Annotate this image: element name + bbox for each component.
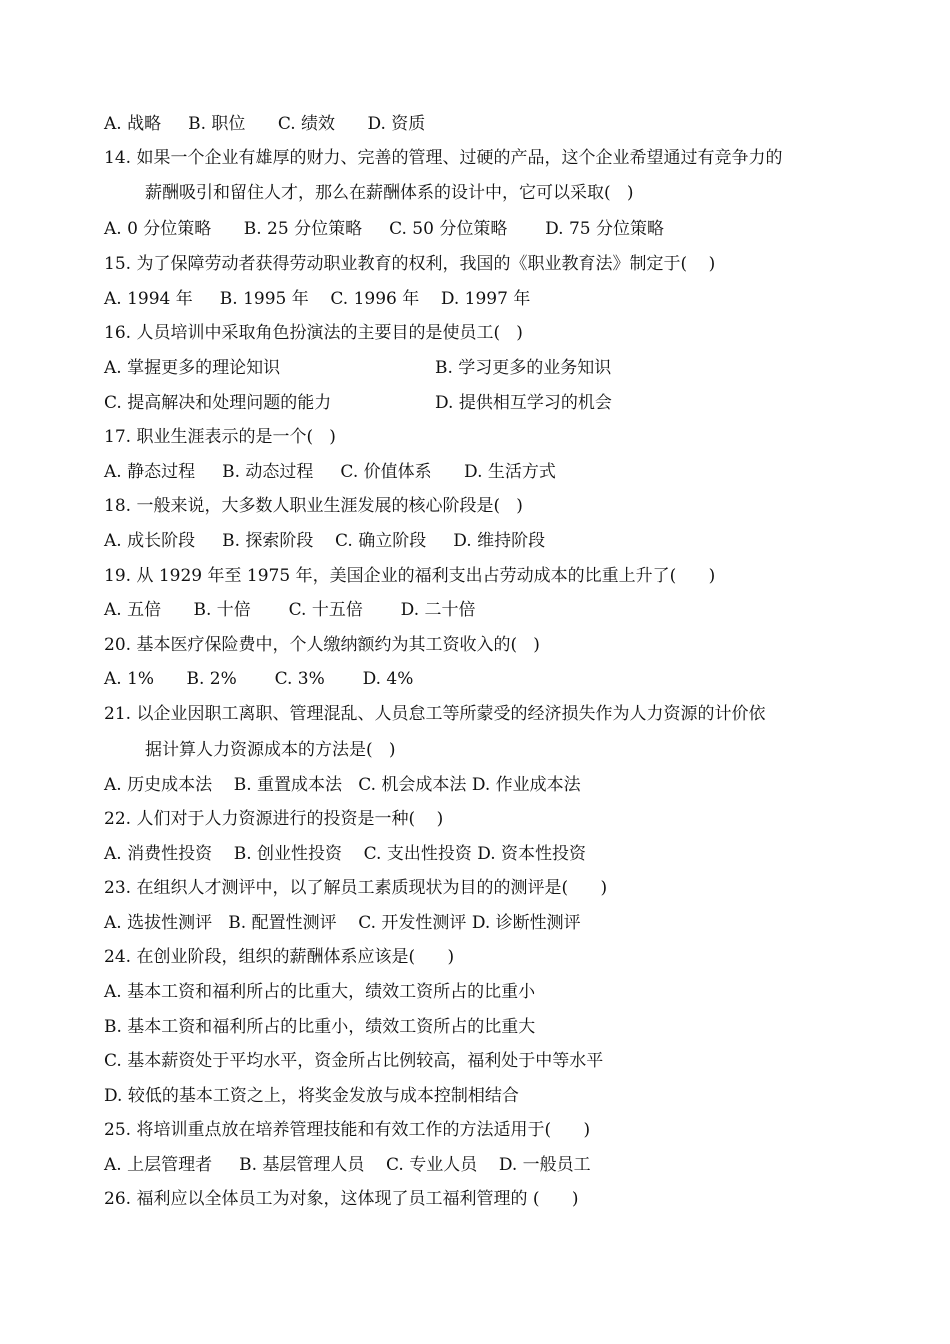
question-25: 25. 将培训重点放在培养管理技能和有效工作的方法适用于( ) bbox=[104, 1120, 591, 1140]
option-24-b: B. 基本工资和福利所占的比重小，绩效工资所占的比重大 bbox=[104, 1017, 536, 1037]
question-14-cont: 薪酬吸引和留住人才，那么在薪酬体系的设计中，它可以采取( ) bbox=[145, 183, 634, 203]
question-16: 16. 人员培训中采取角色扮演法的主要目的是使员工( ) bbox=[104, 323, 523, 343]
question-18: 18. 一般来说，大多数人职业生涯发展的核心阶段是( ) bbox=[104, 496, 523, 516]
option-line-17: A. 静态过程 B. 动态过程 C. 价值体系 D. 生活方式 bbox=[104, 462, 556, 482]
question-23: 23. 在组织人才测评中，以了解员工素质现状为目的的测评是( ) bbox=[104, 878, 608, 898]
option-16-a: A. 掌握更多的理论知识 bbox=[104, 358, 281, 378]
option-line-14: A. 0 分位策略 B. 25 分位策略 C. 50 分位策略 D. 75 分位策略 bbox=[104, 219, 665, 239]
option-line-18: A. 成长阶段 B. 探索阶段 C. 确立阶段 D. 维持阶段 bbox=[104, 531, 546, 551]
option-16-b: B. 学习更多的业务知识 bbox=[435, 358, 612, 378]
option-16-d: D. 提供相互学习的机会 bbox=[435, 393, 612, 413]
question-19: 19. 从 1929 年至 1975 年，美国企业的福利支出占劳动成本的比重上升了( ) bbox=[104, 566, 716, 586]
option-line-23: A. 选拔性测评 B. 配置性测评 C. 开发性测评 D. 诊断性测评 bbox=[104, 913, 581, 933]
option-line-13: A. 战略 B. 职位 C. 绩效 D. 资质 bbox=[104, 114, 426, 134]
option-24-d: D. 较低的基本工资之上，将奖金发放与成本控制相结合 bbox=[104, 1086, 519, 1106]
option-16-c: C. 提高解决和处理问题的能力 bbox=[104, 393, 332, 413]
question-21: 21. 以企业因职工离职、管理混乱、人员怠工等所蒙受的经济损失作为人力资源的计价依 bbox=[104, 704, 766, 724]
question-17: 17. 职业生涯表示的是一个( ) bbox=[104, 427, 336, 447]
option-24-c: C. 基本薪资处于平均水平，资金所占比例较高，福利处于中等水平 bbox=[104, 1051, 604, 1071]
question-14: 14. 如果一个企业有雄厚的财力、完善的管理、过硬的产品，这个企业希望通过有竞争力的 bbox=[104, 148, 783, 168]
option-line-21: A. 历史成本法 B. 重置成本法 C. 机会成本法 D. 作业成本法 bbox=[104, 775, 581, 795]
option-line-22: A. 消费性投资 B. 创业性投资 C. 支出性投资 D. 资本性投资 bbox=[104, 844, 587, 864]
question-15: 15. 为了保障劳动者获得劳动职业教育的权利，我国的《职业教育法》制定于( ) bbox=[104, 254, 716, 274]
option-line-20: A. 1% B. 2% C. 3% D. 4% bbox=[104, 669, 414, 689]
question-24: 24. 在创业阶段，组织的薪酬体系应该是( ) bbox=[104, 947, 455, 967]
question-21-cont: 据计算人力资源成本的方法是( ) bbox=[145, 740, 396, 760]
option-line-19: A. 五倍 B. 十倍 C. 十五倍 D. 二十倍 bbox=[104, 600, 476, 620]
option-24-a: A. 基本工资和福利所占的比重大，绩效工资所占的比重小 bbox=[104, 982, 536, 1002]
question-22: 22. 人们对于人力资源进行的投资是一种( ) bbox=[104, 809, 444, 829]
option-line-15: A. 1994 年 B. 1995 年 C. 1996 年 D. 1997 年 bbox=[104, 289, 531, 309]
question-26: 26. 福利应以全体员工为对象，这体现了员工福利管理的 ( ) bbox=[104, 1189, 579, 1209]
question-20: 20. 基本医疗保险费中，个人缴纳额约为其工资收入的( ) bbox=[104, 635, 540, 655]
option-line-25: A. 上层管理者 B. 基层管理人员 C. 专业人员 D. 一般员工 bbox=[104, 1155, 591, 1175]
